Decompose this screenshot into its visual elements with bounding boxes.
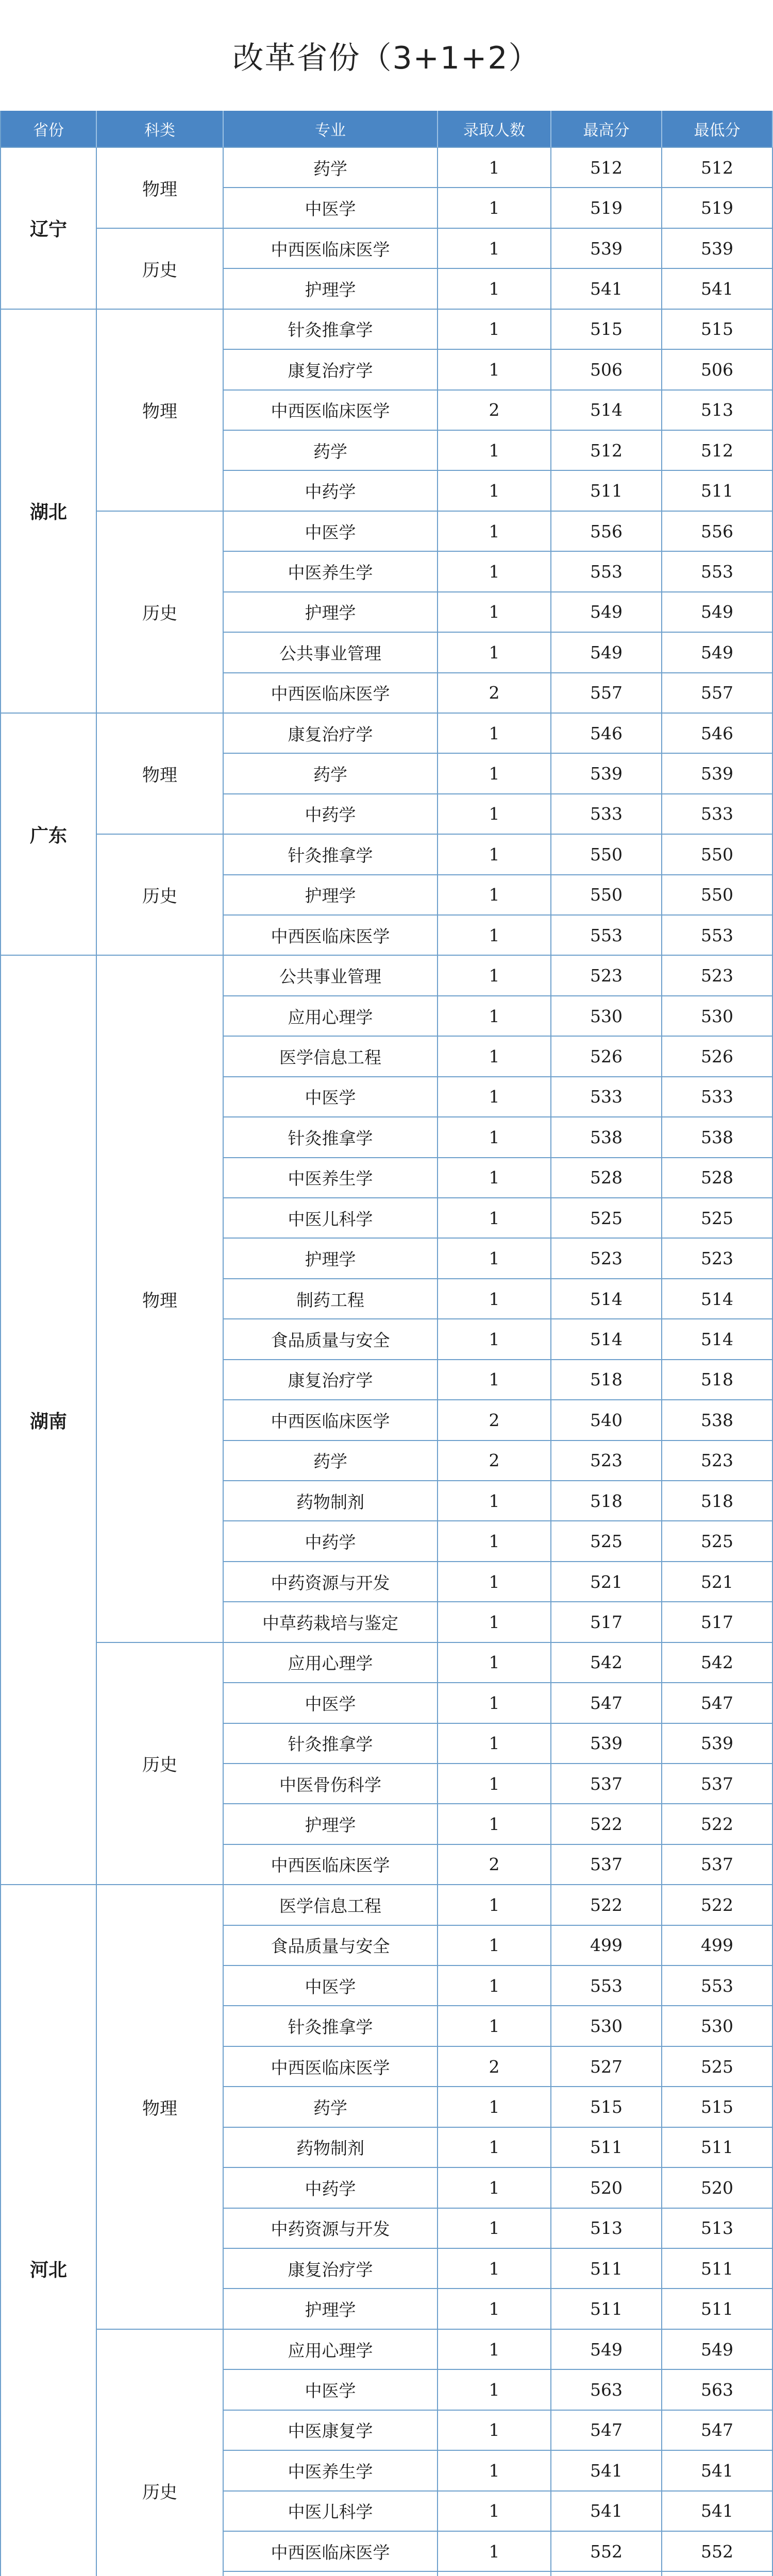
max-score-cell: 518 [551, 1360, 662, 1400]
max-score-cell: 550 [551, 875, 662, 916]
min-score-cell: 522 [662, 1804, 773, 1844]
province-cell: 湖北 [0, 310, 97, 714]
major-cell: 制药工程 [224, 1279, 438, 1319]
min-score-cell: 550 [662, 835, 773, 875]
min-score-cell: 530 [662, 2006, 773, 2046]
min-score-cell: 530 [662, 996, 773, 1037]
min-score-cell: 547 [662, 1683, 773, 1723]
enrolled-cell: 1 [438, 1279, 551, 1319]
major-cell: 应用心理学 [224, 2330, 438, 2370]
min-score-cell: 550 [662, 875, 773, 916]
enrolled-cell: 2 [438, 1441, 551, 1481]
min-score-cell: 557 [662, 673, 773, 714]
min-score-cell: 518 [662, 1360, 773, 1400]
min-score-cell: 539 [662, 754, 773, 794]
major-cell: 针灸推拿学 [224, 835, 438, 875]
max-score-cell: 539 [551, 229, 662, 269]
min-score-cell: 539 [662, 229, 773, 269]
subject-cell: 历史 [97, 512, 224, 714]
max-score-cell: 513 [551, 2209, 662, 2249]
major-cell: 中医学 [224, 1966, 438, 2006]
max-score-cell: 523 [551, 956, 662, 996]
enrolled-cell: 1 [438, 2087, 551, 2127]
major-cell: 中医学 [224, 1683, 438, 1723]
major-cell: 公共事业管理 [224, 956, 438, 996]
enrolled-cell: 2 [438, 1400, 551, 1440]
max-score-cell: 546 [551, 714, 662, 754]
major-cell: 康复治疗学 [224, 714, 438, 754]
enrolled-cell: 1 [438, 2168, 551, 2208]
min-score-cell: 537 [662, 1845, 773, 1885]
major-cell: 中西医临床医学 [224, 2532, 438, 2572]
enrolled-cell: 1 [438, 310, 551, 350]
max-score-cell: 506 [551, 350, 662, 390]
province-cell: 辽宁 [0, 148, 97, 310]
max-score-cell: 557 [551, 673, 662, 714]
enrolled-cell: 2 [438, 1845, 551, 1885]
enrolled-cell: 1 [438, 552, 551, 592]
enrolled-cell: 2 [438, 673, 551, 714]
max-score-cell: 515 [551, 310, 662, 350]
max-score-cell: 556 [551, 512, 662, 552]
major-cell: 中医学 [224, 2370, 438, 2410]
major-cell: 针灸推拿学 [224, 1117, 438, 1158]
header-subject: 科类 [97, 111, 224, 148]
enrolled-cell: 1 [438, 1764, 551, 1804]
max-score-cell: 514 [551, 1279, 662, 1319]
enrolled-cell: 1 [438, 2128, 551, 2168]
min-score-cell: 512 [662, 431, 773, 471]
enrolled-cell: 1 [438, 1562, 551, 1602]
min-score-cell: 556 [662, 512, 773, 552]
min-score-cell: 553 [662, 552, 773, 592]
max-score-cell: 542 [551, 1643, 662, 1683]
max-score-cell: 549 [551, 2330, 662, 2370]
enrolled-cell: 1 [438, 1198, 551, 1239]
enrolled-cell: 1 [438, 1077, 551, 1117]
province-cell: 湖南 [0, 956, 97, 1885]
max-score-cell: 547 [551, 2411, 662, 2451]
major-cell: 针灸推拿学 [224, 1724, 438, 1764]
major-cell: 药物制剂 [224, 2128, 438, 2168]
max-score-cell: 526 [551, 1037, 662, 1077]
major-cell: 护理学 [224, 875, 438, 916]
enrolled-cell: 1 [438, 350, 551, 390]
max-score-cell: 511 [551, 2289, 662, 2329]
major-cell: 中西医临床医学 [224, 229, 438, 269]
min-score-cell: 533 [662, 1077, 773, 1117]
enrolled-cell: 1 [438, 512, 551, 552]
major-cell: 药学 [224, 2087, 438, 2127]
enrolled-cell: 1 [438, 754, 551, 794]
min-score-cell: 546 [662, 714, 773, 754]
min-score-cell: 525 [662, 1521, 773, 1562]
max-score-cell: 511 [551, 2249, 662, 2289]
major-cell: 针灸推拿学 [224, 310, 438, 350]
max-score-cell: 511 [551, 471, 662, 511]
province-cell: 河北 [0, 1885, 97, 2576]
max-score-cell: 525 [551, 1198, 662, 1239]
max-score-cell: 563 [551, 2370, 662, 2410]
max-score-cell: 512 [551, 148, 662, 188]
min-score-cell: 513 [662, 391, 773, 431]
min-score-cell: 541 [662, 2492, 773, 2532]
max-score-cell: 530 [551, 2006, 662, 2046]
max-score-cell: 523 [551, 1441, 662, 1481]
major-cell: 中药学 [224, 1521, 438, 1562]
enrolled-cell: 1 [438, 2330, 551, 2370]
major-cell: 中医儿科学 [224, 2492, 438, 2532]
major-cell: 中医学 [224, 188, 438, 228]
enrolled-cell: 1 [438, 1037, 551, 1077]
max-score-cell: 518 [551, 1481, 662, 1521]
max-score-cell [551, 2572, 662, 2576]
major-cell: 中医康复学 [224, 2411, 438, 2451]
max-score-cell: 521 [551, 1562, 662, 1602]
min-score-cell: 525 [662, 2047, 773, 2087]
major-cell: 中药资源与开发 [224, 1562, 438, 1602]
enrolled-cell: 1 [438, 471, 551, 511]
max-score-cell: 541 [551, 269, 662, 309]
enrolled-cell: 1 [438, 2532, 551, 2572]
max-score-cell: 511 [551, 2128, 662, 2168]
max-score-cell: 537 [551, 1845, 662, 1885]
max-score-cell: 553 [551, 1966, 662, 2006]
min-score-cell [662, 2572, 773, 2576]
min-score-cell: 525 [662, 1198, 773, 1239]
header-province: 省份 [0, 111, 97, 148]
enrolled-cell: 1 [438, 1158, 551, 1198]
major-cell: 药学 [224, 148, 438, 188]
max-score-cell: 553 [551, 552, 662, 592]
enrolled-cell: 1 [438, 916, 551, 956]
max-score-cell: 533 [551, 794, 662, 835]
enrolled-cell: 1 [438, 956, 551, 996]
max-score-cell: 515 [551, 2087, 662, 2127]
enrolled-cell: 1 [438, 592, 551, 633]
enrolled-cell: 1 [438, 269, 551, 309]
header-max-score: 最高分 [551, 111, 662, 148]
enrolled-cell: 1 [438, 1319, 551, 1360]
min-score-cell: 511 [662, 471, 773, 511]
major-cell: 中西医临床医学 [224, 1845, 438, 1885]
enrolled-cell: 1 [438, 229, 551, 269]
major-cell: 药学 [224, 1441, 438, 1481]
min-score-cell: 541 [662, 2451, 773, 2491]
enrolled-cell: 1 [438, 1643, 551, 1683]
max-score-cell: 522 [551, 1804, 662, 1844]
min-score-cell: 533 [662, 794, 773, 835]
min-score-cell: 511 [662, 2128, 773, 2168]
min-score-cell: 552 [662, 2532, 773, 2572]
enrolled-cell: 2 [438, 2047, 551, 2087]
major-cell: 护理学 [224, 2289, 438, 2329]
max-score-cell: 549 [551, 633, 662, 673]
max-score-cell: 530 [551, 996, 662, 1037]
max-score-cell: 527 [551, 2047, 662, 2087]
major-cell: 药物制剂 [224, 1481, 438, 1521]
max-score-cell: 550 [551, 835, 662, 875]
enrolled-cell: 1 [438, 714, 551, 754]
enrolled-cell: 1 [438, 794, 551, 835]
major-cell: 中西医临床医学 [224, 2047, 438, 2087]
max-score-cell: 539 [551, 1724, 662, 1764]
min-score-cell: 547 [662, 2411, 773, 2451]
min-score-cell: 549 [662, 633, 773, 673]
enrolled-cell: 1 [438, 2451, 551, 2491]
min-score-cell: 541 [662, 269, 773, 309]
major-cell: 中医养生学 [224, 552, 438, 592]
min-score-cell: 563 [662, 2370, 773, 2410]
enrolled-cell: 1 [438, 2006, 551, 2046]
enrolled-cell: 1 [438, 1481, 551, 1521]
max-score-cell: 499 [551, 1926, 662, 1966]
min-score-cell: 523 [662, 956, 773, 996]
enrolled-cell: 1 [438, 875, 551, 916]
min-score-cell: 526 [662, 1037, 773, 1077]
min-score-cell: 539 [662, 1724, 773, 1764]
major-cell: 中医骨伤科学 [224, 1764, 438, 1804]
min-score-cell: 538 [662, 1117, 773, 1158]
enrolled-cell: 1 [438, 1521, 551, 1562]
subject-cell: 物理 [97, 310, 224, 512]
max-score-cell: 528 [551, 1158, 662, 1198]
major-cell: 药学 [224, 754, 438, 794]
subject-cell: 历史 [97, 2330, 224, 2576]
major-cell: 护理学 [224, 269, 438, 309]
min-score-cell: 537 [662, 1764, 773, 1804]
max-score-cell: 552 [551, 2532, 662, 2572]
enrolled-cell: 2 [438, 391, 551, 431]
page-title: 改革省份（3+1+2） [232, 40, 541, 76]
major-cell: 护理学 [224, 1239, 438, 1279]
major-cell: 中药学 [224, 471, 438, 511]
major-cell: 中西医临床医学 [224, 1400, 438, 1440]
subject-cell: 物理 [97, 1885, 224, 2330]
max-score-cell: 523 [551, 1239, 662, 1279]
major-cell: 食品质量与安全 [224, 1319, 438, 1360]
enrolled-cell: 1 [438, 2289, 551, 2329]
enrolled-cell [438, 2572, 551, 2576]
min-score-cell: 517 [662, 1602, 773, 1642]
major-cell: 中药学 [224, 2168, 438, 2208]
min-score-cell: 522 [662, 1885, 773, 1925]
subject-cell: 物理 [97, 148, 224, 229]
min-score-cell: 542 [662, 1643, 773, 1683]
major-cell: 医学信息工程 [224, 1037, 438, 1077]
max-score-cell: 522 [551, 1885, 662, 1925]
enrolled-cell: 1 [438, 1602, 551, 1642]
max-score-cell: 553 [551, 916, 662, 956]
min-score-cell: 523 [662, 1239, 773, 1279]
min-score-cell: 515 [662, 310, 773, 350]
min-score-cell: 519 [662, 188, 773, 228]
major-cell: 公共事业管理 [224, 633, 438, 673]
max-score-cell: 517 [551, 1602, 662, 1642]
enrolled-cell: 1 [438, 2209, 551, 2249]
min-score-cell: 553 [662, 916, 773, 956]
enrolled-cell: 1 [438, 2370, 551, 2410]
max-score-cell: 549 [551, 592, 662, 633]
admission-table [0, 111, 773, 2576]
major-cell: 中医养生学 [224, 1158, 438, 1198]
max-score-cell: 512 [551, 431, 662, 471]
min-score-cell: 511 [662, 2289, 773, 2329]
min-score-cell: 520 [662, 2168, 773, 2208]
max-score-cell: 520 [551, 2168, 662, 2208]
min-score-cell: 499 [662, 1926, 773, 1966]
subject-cell: 物理 [97, 714, 224, 835]
enrolled-cell: 1 [438, 1966, 551, 2006]
subject-cell: 历史 [97, 1643, 224, 1886]
major-cell: 医学信息工程 [224, 1885, 438, 1925]
min-score-cell: 515 [662, 2087, 773, 2127]
max-score-cell: 540 [551, 1400, 662, 1440]
min-score-cell: 549 [662, 2330, 773, 2370]
major-cell [224, 2572, 438, 2576]
max-score-cell: 541 [551, 2451, 662, 2491]
major-cell: 中医学 [224, 512, 438, 552]
subject-cell: 物理 [97, 956, 224, 1642]
major-cell: 中药学 [224, 794, 438, 835]
max-score-cell: 519 [551, 188, 662, 228]
major-cell: 康复治疗学 [224, 1360, 438, 1400]
major-cell: 中医养生学 [224, 2451, 438, 2491]
max-score-cell: 514 [551, 391, 662, 431]
major-cell: 护理学 [224, 1804, 438, 1844]
enrolled-cell: 1 [438, 633, 551, 673]
subject-cell: 历史 [97, 229, 224, 310]
enrolled-cell: 1 [438, 2249, 551, 2289]
max-score-cell: 541 [551, 2492, 662, 2532]
enrolled-cell: 1 [438, 1724, 551, 1764]
enrolled-cell: 1 [438, 996, 551, 1037]
min-score-cell: 506 [662, 350, 773, 390]
enrolled-cell: 1 [438, 2411, 551, 2451]
major-cell: 护理学 [224, 592, 438, 633]
min-score-cell: 514 [662, 1319, 773, 1360]
major-cell: 应用心理学 [224, 1643, 438, 1683]
min-score-cell: 513 [662, 2209, 773, 2249]
province-cell: 广东 [0, 714, 97, 956]
enrolled-cell: 1 [438, 835, 551, 875]
enrolled-cell: 1 [438, 1360, 551, 1400]
min-score-cell: 528 [662, 1158, 773, 1198]
enrolled-cell: 1 [438, 148, 551, 188]
min-score-cell: 518 [662, 1481, 773, 1521]
max-score-cell: 537 [551, 1764, 662, 1804]
min-score-cell: 523 [662, 1441, 773, 1481]
max-score-cell: 525 [551, 1521, 662, 1562]
header-min-score: 最低分 [662, 111, 773, 148]
major-cell: 针灸推拿学 [224, 2006, 438, 2046]
major-cell: 食品质量与安全 [224, 1926, 438, 1966]
major-cell: 中药资源与开发 [224, 2209, 438, 2249]
min-score-cell: 511 [662, 2249, 773, 2289]
major-cell: 中草药栽培与鉴定 [224, 1602, 438, 1642]
major-cell: 应用心理学 [224, 996, 438, 1037]
major-cell: 中医儿科学 [224, 1198, 438, 1239]
major-cell: 康复治疗学 [224, 2249, 438, 2289]
major-cell: 中西医临床医学 [224, 673, 438, 714]
min-score-cell: 514 [662, 1279, 773, 1319]
header-enrolled: 录取人数 [438, 111, 551, 148]
min-score-cell: 553 [662, 1966, 773, 2006]
subject-cell: 历史 [97, 835, 224, 956]
max-score-cell: 539 [551, 754, 662, 794]
major-cell: 药学 [224, 431, 438, 471]
enrolled-cell: 1 [438, 1926, 551, 1966]
enrolled-cell: 1 [438, 2492, 551, 2532]
enrolled-cell: 1 [438, 1683, 551, 1723]
header-major: 专业 [224, 111, 438, 148]
max-score-cell: 538 [551, 1117, 662, 1158]
enrolled-cell: 1 [438, 1239, 551, 1279]
enrolled-cell: 1 [438, 431, 551, 471]
max-score-cell: 547 [551, 1683, 662, 1723]
major-cell: 中西医临床医学 [224, 916, 438, 956]
enrolled-cell: 1 [438, 188, 551, 228]
enrolled-cell: 1 [438, 1804, 551, 1844]
enrolled-cell: 1 [438, 1885, 551, 1925]
major-cell: 康复治疗学 [224, 350, 438, 390]
min-score-cell: 538 [662, 1400, 773, 1440]
min-score-cell: 521 [662, 1562, 773, 1602]
min-score-cell: 549 [662, 592, 773, 633]
enrolled-cell: 1 [438, 1117, 551, 1158]
max-score-cell: 533 [551, 1077, 662, 1117]
major-cell: 中医学 [224, 1077, 438, 1117]
max-score-cell: 514 [551, 1319, 662, 1360]
min-score-cell: 512 [662, 148, 773, 188]
major-cell: 中西医临床医学 [224, 391, 438, 431]
